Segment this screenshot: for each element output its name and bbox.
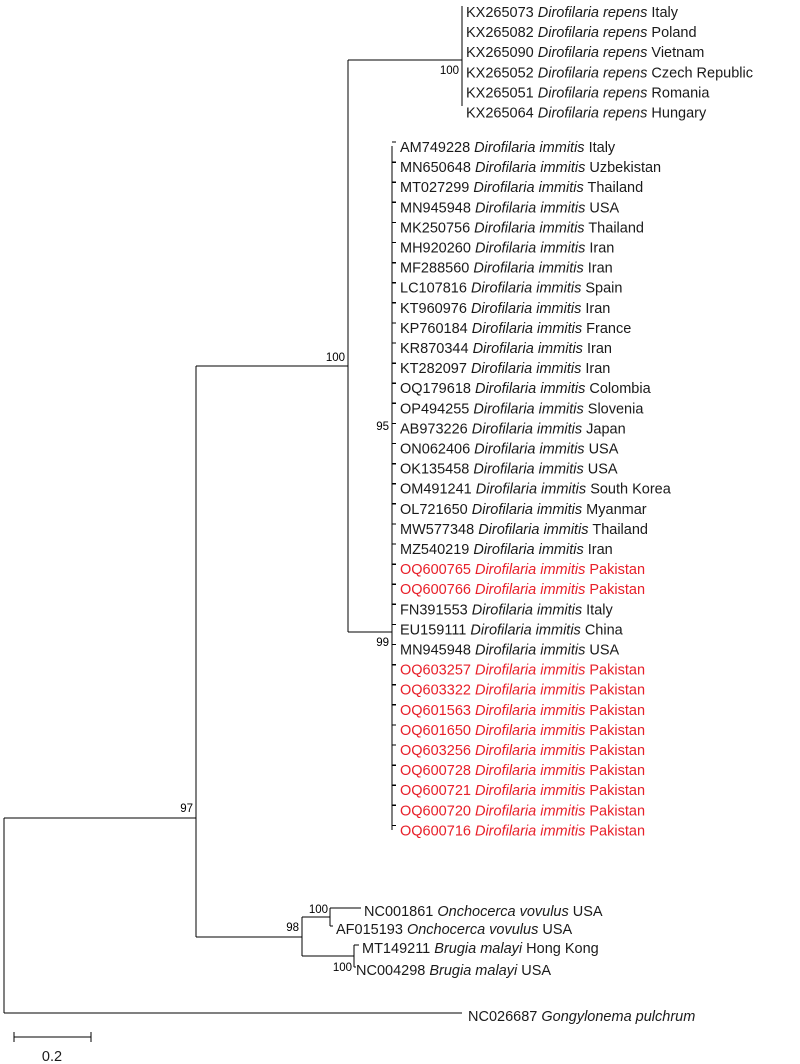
leaf-label	[400, 562, 645, 578]
leaf-label	[400, 301, 610, 317]
leaf-location: USA	[572, 904, 603, 920]
leaf-accession: OQ600716	[400, 823, 471, 840]
leaf-accession: OQ601650	[400, 722, 471, 739]
leaf-species: Dirofilaria immitis	[471, 501, 583, 518]
leaf-location: USA	[587, 461, 618, 478]
leaf-species: Dirofilaria immitis	[470, 300, 582, 317]
leaf-species: Brugia malayi	[429, 963, 518, 979]
leaf-labels	[336, 5, 753, 1025]
leaf-label	[356, 963, 551, 979]
leaf-label	[364, 904, 603, 920]
leaf-location: France	[586, 320, 632, 337]
leaf-species: Dirofilaria immitis	[474, 200, 586, 217]
leaf-accession: MT149211	[362, 941, 431, 957]
leaf-species: Dirofilaria immitis	[470, 622, 581, 639]
leaf-species: Dirofilaria immitis	[471, 320, 583, 337]
leaf-location: Pakistan	[589, 682, 646, 699]
leaf-location: USA	[589, 642, 620, 659]
leaf-species: Dirofilaria repens	[537, 65, 648, 82]
leaf-accession: KX265073	[466, 5, 534, 21]
leaf-species: Dirofilaria immitis	[470, 361, 582, 378]
leaf-accession: OQ600765	[400, 562, 471, 579]
leaf-species: Dirofilaria immitis	[470, 280, 582, 297]
leaf-accession: OQ600721	[400, 783, 471, 800]
leaf-label	[400, 582, 645, 598]
leaf-species: Dirofilaria immitis	[474, 240, 586, 257]
leaf-label	[468, 1009, 695, 1025]
bootstrap-ingroup: 97	[180, 803, 193, 815]
leaf-location: Pakistan	[589, 662, 646, 679]
leaf-label	[400, 723, 645, 739]
leaf-species: Dirofilaria immitis	[474, 722, 586, 739]
leaf-accession: OQ603257	[400, 662, 471, 679]
leaf-location: Slovenia	[587, 401, 644, 418]
leaf-location: Pakistan	[589, 562, 646, 579]
bootstrap-immitis-upper: 95	[376, 421, 389, 433]
bootstrap-dirofilaria-clade: 100	[325, 352, 345, 364]
leaf-accession: OQ600766	[400, 582, 471, 599]
leaf-label	[400, 421, 626, 437]
leaf-location: Uzbekistan	[589, 160, 662, 177]
leaf-accession: NC001861	[364, 904, 434, 920]
leaf-accession: KT282097	[400, 361, 467, 378]
leaf-location: Italy	[588, 140, 616, 156]
leaf-location: Iran	[587, 542, 613, 558]
bootstrap-onchocerca: 100	[308, 904, 328, 916]
leaf-species: Brugia malayi	[434, 941, 523, 957]
leaf-accession: MW577348	[400, 521, 475, 538]
leaf-label	[400, 220, 644, 236]
leaf-label	[466, 45, 704, 61]
leaf-label	[400, 180, 643, 196]
leaf-accession: MT027299	[400, 180, 470, 197]
leaf-accession: MF288560	[400, 260, 470, 277]
leaf-location: Iran	[587, 260, 613, 277]
leaf-location: Pakistan	[589, 823, 646, 840]
leaf-species: Dirofilaria immitis	[474, 160, 586, 177]
leaf-species: Dirofilaria immitis	[474, 140, 585, 156]
leaf-label	[466, 85, 710, 101]
leaf-label	[362, 941, 599, 957]
leaf-accession: AM749228	[400, 140, 471, 156]
leaf-accession: OQ601563	[400, 702, 471, 719]
leaf-species: Dirofilaria immitis	[473, 401, 584, 418]
leaf-label	[400, 361, 610, 377]
leaf-label	[400, 160, 661, 176]
leaf-accession: MZ540219	[400, 542, 470, 558]
leaf-species: Dirofilaria immitis	[474, 441, 585, 458]
leaf-location: USA	[589, 200, 620, 217]
leaf-location: Pakistan	[589, 582, 646, 599]
leaf-label	[400, 462, 618, 478]
leaf-species: Dirofilaria immitis	[478, 521, 589, 538]
leaf-location: Thailand	[588, 220, 644, 237]
leaf-species: Dirofilaria immitis	[472, 341, 583, 357]
leaf-location: Poland	[651, 25, 697, 42]
leaf-label	[400, 502, 647, 518]
leaf-location: China	[584, 622, 623, 639]
leaf-label	[400, 783, 645, 799]
leaf-accession: ON062406	[400, 441, 471, 458]
leaf-label	[466, 25, 697, 41]
leaf-label	[400, 823, 645, 839]
leaf-accession: OQ603322	[400, 682, 471, 699]
leaf-species: Gongylonema pulchrum	[541, 1009, 696, 1025]
leaf-species: Dirofilaria immitis	[471, 602, 583, 619]
leaf-species: Dirofilaria immitis	[475, 481, 587, 498]
leaf-location: Italy	[586, 602, 613, 619]
leaf-location: Iran	[589, 240, 615, 257]
bootstrap-immitis-lower: 99	[376, 637, 389, 649]
leaf-accession: OP494255	[400, 401, 470, 418]
leaf-label	[400, 401, 644, 417]
leaf-label	[400, 261, 613, 277]
leaf-accession: KX265082	[466, 25, 534, 42]
leaf-location: Iran	[585, 300, 611, 317]
leaf-accession: MH920260	[400, 240, 471, 257]
leaf-accession: EU159111	[400, 622, 467, 639]
leaf-species: Dirofilaria immitis	[474, 381, 586, 398]
leaf-species: Dirofilaria immitis	[471, 421, 583, 438]
leaf-location: South Korea	[590, 481, 671, 498]
leaf-accession: AB973226	[400, 421, 468, 438]
leaf-location: Pakistan	[589, 702, 646, 719]
leaf-location: Japan	[586, 421, 626, 438]
leaf-species: Dirofilaria repens	[537, 85, 648, 102]
leaf-label	[400, 643, 620, 659]
leaf-species: Dirofilaria repens	[537, 25, 648, 42]
leaf-accession: AF015193	[336, 922, 403, 938]
leaf-species: Dirofilaria immitis	[473, 180, 584, 197]
leaf-species: Dirofilaria immitis	[474, 662, 586, 679]
leaf-accession: KX265090	[466, 45, 534, 62]
leaf-label	[400, 341, 612, 357]
leaf-label	[400, 743, 645, 759]
leaf-species: Dirofilaria immitis	[473, 542, 584, 558]
leaf-location: Pakistan	[589, 743, 646, 759]
bootstrap-repens-clade: 100	[439, 65, 459, 77]
leaf-species: Dirofilaria repens	[537, 45, 648, 62]
leaf-location: Pakistan	[589, 722, 646, 739]
leaf-label	[466, 106, 707, 122]
leaf-accession: MN945948	[400, 642, 471, 659]
leaf-accession: KX265052	[466, 65, 534, 82]
leaf-label	[400, 321, 631, 337]
leaf-label	[400, 663, 645, 679]
leaf-accession: KX265051	[466, 85, 534, 102]
leaf-accession: LC107816	[400, 280, 467, 297]
leaf-label	[400, 522, 648, 538]
leaf-label	[400, 622, 624, 638]
bootstrap-brugia: 100	[332, 962, 352, 974]
leaf-species: Dirofilaria immitis	[474, 763, 586, 780]
tree-branches	[4, 6, 462, 1013]
leaf-label	[400, 542, 613, 558]
leaf-location: Pakistan	[589, 803, 646, 820]
leaf-accession: MN945948	[400, 200, 471, 217]
leaf-species: Dirofilaria immitis	[473, 461, 584, 478]
leaf-label	[400, 763, 645, 779]
leaf-label	[400, 703, 645, 719]
leaf-species: Dirofilaria repens	[537, 105, 648, 122]
leaf-species: Dirofilaria immitis	[473, 260, 584, 277]
leaf-label	[400, 281, 622, 297]
leaf-accession: MK250756	[400, 220, 471, 237]
leaf-species: Onchocerca vovulus	[406, 922, 539, 938]
leaf-accession: KT960976	[400, 300, 467, 317]
leaf-label	[400, 381, 652, 397]
leaf-label	[400, 442, 619, 458]
leaf-location: Czech Republic	[651, 65, 753, 82]
leaf-species: Dirofilaria repens	[537, 5, 648, 21]
leaf-label	[400, 140, 616, 156]
leaf-accession: OQ179618	[400, 381, 471, 398]
leaf-location: Thailand	[592, 521, 648, 538]
leaf-accession: OK135458	[400, 461, 470, 478]
leaf-species: Dirofilaria immitis	[474, 582, 586, 599]
leaf-location: USA	[542, 922, 573, 938]
leaf-accession: NC004298	[356, 963, 426, 979]
leaf-accession: OQ603256	[400, 743, 471, 759]
scale-bar-label: 0.2	[41, 1049, 63, 1064]
leaf-location: Hungary	[651, 105, 707, 122]
leaf-location: Pakistan	[589, 763, 646, 780]
leaf-species: Dirofilaria immitis	[474, 562, 586, 579]
leaf-location: Thailand	[587, 180, 644, 197]
leaf-accession: MN650648	[400, 160, 471, 177]
leaf-location: Hong Kong	[526, 941, 599, 957]
leaf-accession: NC026687	[468, 1009, 538, 1025]
leaf-location: Colombia	[589, 381, 651, 398]
leaf-species: Dirofilaria immitis	[474, 803, 586, 820]
leaf-label	[400, 482, 672, 498]
leaf-species: Onchocerca vovulus	[437, 904, 569, 920]
scale-bar	[14, 1032, 91, 1064]
leaf-label	[336, 922, 573, 938]
leaf-species: Dirofilaria immitis	[474, 220, 585, 237]
leaf-location: Iran	[585, 361, 611, 378]
leaf-label	[400, 683, 645, 699]
leaf-accession: OM491241	[400, 481, 472, 498]
leaf-accession: OL721650	[400, 501, 468, 518]
leaf-location: USA	[588, 441, 619, 458]
leaf-location: Spain	[585, 280, 623, 297]
leaf-location: Pakistan	[589, 783, 646, 800]
leaf-accession: FN391553	[400, 602, 468, 619]
leaf-accession: OQ600720	[400, 803, 471, 820]
leaf-location: Iran	[586, 341, 612, 357]
leaf-label	[400, 241, 614, 257]
leaf-species: Dirofilaria immitis	[474, 783, 586, 800]
leaf-species: Dirofilaria immitis	[474, 642, 586, 659]
bootstrap-onchocerca-brugia: 98	[286, 922, 299, 934]
leaf-species: Dirofilaria immitis	[474, 682, 586, 699]
leaf-label	[466, 65, 753, 81]
leaf-label	[400, 602, 613, 618]
leaf-accession: KP760184	[400, 320, 468, 337]
leaf-accession: KX265064	[466, 105, 534, 122]
leaf-accession: KR870344	[400, 341, 469, 357]
leaf-label	[466, 5, 679, 21]
leaf-species: Dirofilaria immitis	[474, 743, 586, 759]
leaf-label	[400, 200, 620, 216]
leaf-label	[400, 803, 645, 819]
leaf-location: USA	[521, 963, 552, 979]
leaf-location: Myanmar	[586, 501, 647, 518]
leaf-location: Vietnam	[651, 45, 705, 62]
leaf-accession: OQ600728	[400, 763, 471, 780]
leaf-species: Dirofilaria immitis	[474, 823, 586, 840]
leaf-species: Dirofilaria immitis	[474, 702, 586, 719]
leaf-location: Italy	[651, 5, 678, 21]
leaf-location: Romania	[651, 85, 710, 102]
